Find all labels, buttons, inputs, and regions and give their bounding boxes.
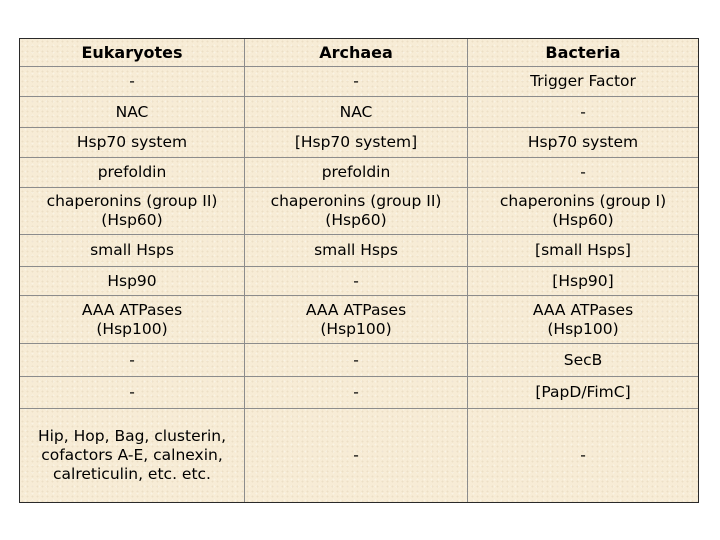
- table-cell: AAA ATPases (Hsp100): [245, 296, 468, 344]
- table-cell: small Hsps: [20, 235, 245, 267]
- table-cell: Hsp70 system: [468, 128, 698, 158]
- table-cell: [small Hsps]: [468, 235, 698, 267]
- table-cell: Hsp70 system: [20, 128, 245, 158]
- table-cell: chaperonins (group II) (Hsp60): [245, 188, 468, 235]
- table-cell: [PapD/FimC]: [468, 377, 698, 409]
- table-cell: -: [468, 97, 698, 128]
- table-cell: NAC: [245, 97, 468, 128]
- header-eukaryotes: Eukaryotes: [20, 39, 245, 67]
- table-cell: chaperonins (group I) (Hsp60): [468, 188, 698, 235]
- table-cell: chaperonins (group II) (Hsp60): [20, 188, 245, 235]
- table-cell: NAC: [20, 97, 245, 128]
- table-cell: -: [245, 409, 468, 502]
- table-cell: SecB: [468, 344, 698, 377]
- table-cell: -: [20, 377, 245, 409]
- table-cell: -: [245, 67, 468, 97]
- table-cell: Hip, Hop, Bag, clusterin, cofactors A-E, calnexin, calreticulin, etc. etc.: [20, 409, 245, 502]
- table-cell: [Hsp90]: [468, 267, 698, 296]
- table-cell: -: [20, 344, 245, 377]
- table-cell: -: [245, 377, 468, 409]
- chaperone-comparison-table: [19, 38, 699, 503]
- header-archaea: Archaea: [245, 39, 468, 67]
- table-cell: [Hsp70 system]: [245, 128, 468, 158]
- table-cell: -: [245, 344, 468, 377]
- table-cell: -: [580, 446, 586, 464]
- header-bacteria: Bacteria: [468, 39, 698, 67]
- table-cell: -: [245, 267, 468, 296]
- table-cell: Hsp90: [20, 267, 245, 296]
- table-cell: -: [20, 67, 245, 97]
- table-cell: Trigger Factor: [468, 67, 698, 97]
- table-cell: small Hsps: [245, 235, 468, 267]
- table-cell: prefoldin: [20, 158, 245, 188]
- table-cell: AAA ATPases (Hsp100): [20, 296, 245, 344]
- table-cell: AAA ATPases (Hsp100): [468, 296, 698, 344]
- table-cell: -: [468, 158, 698, 188]
- table-cell: prefoldin: [245, 158, 468, 188]
